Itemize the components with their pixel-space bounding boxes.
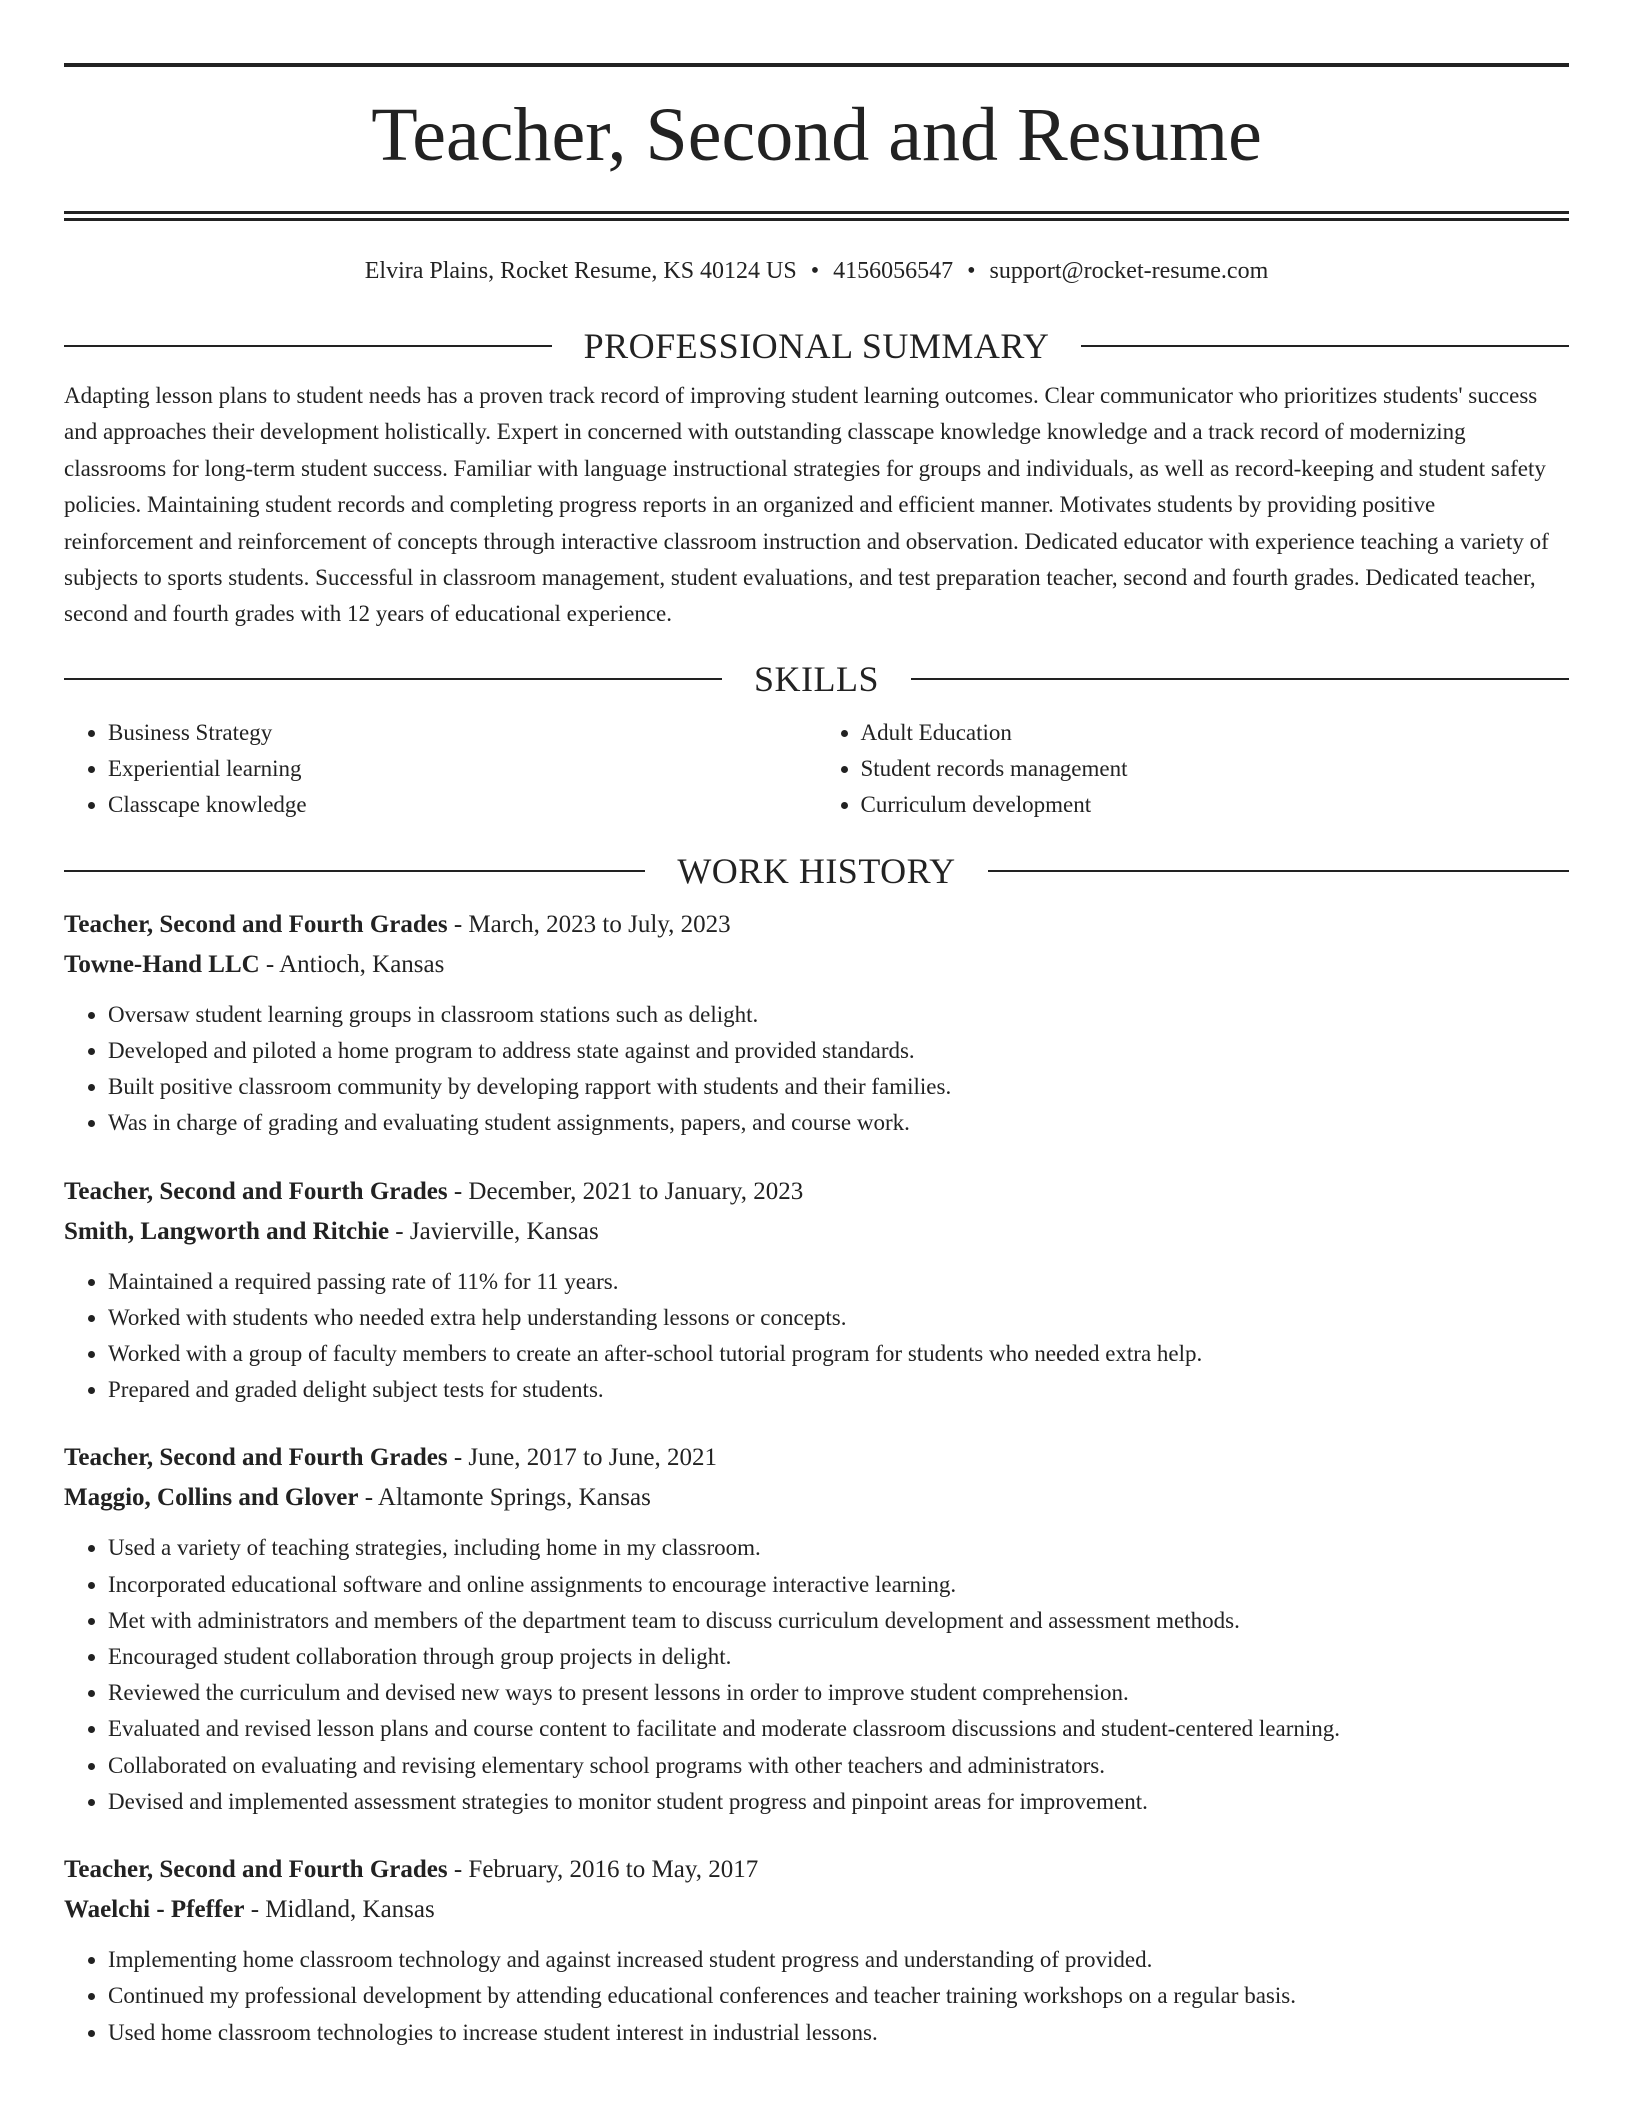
- skills-heading: [64, 657, 1569, 701]
- title-double-rule: [64, 211, 1569, 221]
- skills-column-right: [817, 715, 1570, 823]
- job-title-line: [64, 1438, 1569, 1478]
- summary-heading: [64, 324, 1569, 368]
- job-company: Maggio, Collins and Glover: [64, 1484, 359, 1512]
- skills-heading-text: SKILLS: [754, 658, 880, 699]
- heading-rule: [64, 345, 552, 347]
- job-company-line: [64, 945, 1569, 985]
- heading-rule: [1081, 345, 1569, 347]
- job-company-line: [64, 1890, 1569, 1930]
- heading-rule: [64, 678, 722, 680]
- job-company-line: [64, 1212, 1569, 1252]
- job-bullet: • Evaluated and revised lesson plans and course content to facilitate and moderate classroom discussions and student-centered learning.: [108, 1711, 1569, 1747]
- job-title-line: [64, 1850, 1569, 1890]
- job-bullet: • Used home classroom technologies to increase student interest in industrial lessons.: [108, 2015, 1569, 2051]
- summary-paragraph: Adapting lesson plans to student needs has a proven track record of improving student learning outcomes. Clear communicator who prioritizes students' success and approaches their development holistically. Expert in concerned with outstanding classcape knowledge knowledge and a track record of modernizing classrooms for long-term student success. Familiar with language instructional strategies for groups and individuals, as well as record-keeping and student safety policies. Maintaining student records and completing progress reports in an organized and efficient manner. Motivates students by providing positive reinforcement and reinforcement of concepts through interactive classroom instruction and observation. Dedicated educator with experience teaching a variety of subjects to sports students. Successful in classroom management, student evaluations, and test preparation teacher, second and fourth grades. Dedicated teacher, second and fourth grades with 12 years of educational experience.: [64, 383, 1549, 627]
- contact-phone: 4156056547: [833, 258, 954, 284]
- job-location: - Javierville, Kansas: [389, 1217, 599, 1245]
- job-bullet: • Worked with a group of faculty members to create an after-school tutorial program for students who needed extra help.: [108, 1336, 1569, 1372]
- job-title: Teacher, Second and Fourth Grades: [64, 1177, 448, 1205]
- job-entry: [64, 1850, 1569, 2051]
- job-title: Teacher, Second and Fourth Grades: [64, 1856, 448, 1884]
- skill-item: • Student records management: [861, 751, 1570, 787]
- job-bullet: • Was in charge of grading and evaluating student assignments, papers, and course work.: [108, 1105, 1569, 1141]
- job-dates: - February, 2016 to May, 2017: [447, 1856, 759, 1884]
- job-bullets: [64, 997, 1569, 1142]
- job-bullets: [64, 1264, 1569, 1409]
- job-location: - Antioch, Kansas: [259, 950, 445, 978]
- job-dates: - June, 2017 to June, 2021: [447, 1444, 718, 1472]
- skills-list: [64, 715, 1569, 823]
- job-dates: - December, 2021 to January, 2023: [447, 1177, 804, 1205]
- job-title-line: [64, 905, 1569, 945]
- job-company: Towne-Hand LLC: [64, 950, 260, 978]
- job-bullets: [64, 1942, 1569, 2051]
- contact-email: support@rocket-resume.com: [989, 258, 1269, 284]
- work-history-heading: [64, 849, 1569, 893]
- job-entry: [64, 905, 1569, 1142]
- contact-address: Elvira Plains, Rocket Resume, KS 40124 US: [364, 258, 797, 284]
- job-bullet: • Collaborated on evaluating and revising elementary school programs with other teachers and administrators.: [108, 1748, 1569, 1784]
- skills-column-left: [64, 715, 817, 823]
- skill-item: • Experiential learning: [108, 751, 817, 787]
- job-bullet: • Incorporated educational software and online assignments to encourage interactive learning.: [108, 1567, 1569, 1603]
- job-title-line: [64, 1172, 1569, 1212]
- contact-separator: •: [967, 258, 976, 284]
- skill-item: • Classcape knowledge: [108, 787, 817, 823]
- job-company-line: [64, 1478, 1569, 1518]
- contact-separator: •: [810, 258, 820, 284]
- job-bullet: • Prepared and graded delight subject tests for students.: [108, 1372, 1569, 1408]
- resume-page: [64, 0, 1569, 2051]
- heading-rule: [64, 870, 645, 872]
- heading-rule: [988, 870, 1569, 872]
- job-bullet: • Oversaw student learning groups in classroom stations such as delight.: [108, 997, 1569, 1033]
- skill-item: • Curriculum development: [861, 787, 1570, 823]
- job-bullet: • Encouraged student collaboration through group projects in delight.: [108, 1639, 1569, 1675]
- job-bullet: • Devised and implemented assessment strategies to monitor student progress and pinpoint areas for improvement.: [108, 1784, 1569, 1820]
- job-company: Smith, Langworth and Ritchie: [64, 1217, 390, 1245]
- job-entry: [64, 1172, 1569, 1409]
- job-bullet: • Used a variety of teaching strategies, including home in my classroom.: [108, 1530, 1569, 1566]
- skill-item: • Adult Education: [861, 715, 1570, 751]
- job-bullet: • Continued my professional development by attending educational conferences and teacher training workshops on a regular basis.: [108, 1978, 1569, 2014]
- skill-item: • Business Strategy: [108, 715, 817, 751]
- resume-title: Teacher, Second and Resume: [371, 93, 1262, 177]
- job-location: - Altamonte Springs, Kansas: [358, 1484, 651, 1512]
- heading-rule: [911, 678, 1569, 680]
- job-location: - Midland, Kansas: [244, 1896, 435, 1924]
- job-bullet: • Built positive classroom community by developing rapport with students and their families.: [108, 1069, 1569, 1105]
- work-history-heading-text: WORK HISTORY: [677, 850, 956, 891]
- job-bullets: [64, 1530, 1569, 1820]
- job-bullet: • Worked with students who needed extra help understanding lessons or concepts.: [108, 1300, 1569, 1336]
- job-bullet: • Maintained a required passing rate of 11% for 11 years.: [108, 1264, 1569, 1300]
- job-bullet: • Developed and piloted a home program to address state against and provided standards.: [108, 1033, 1569, 1069]
- summary-heading-text: PROFESSIONAL SUMMARY: [583, 326, 1050, 366]
- job-company: Waelchi - Pfeffer: [64, 1896, 245, 1924]
- job-entry: [64, 1438, 1569, 1820]
- contact-line: [64, 255, 1569, 287]
- job-bullet: • Reviewed the curriculum and devised new ways to present lessons in order to improve student comprehension.: [108, 1675, 1569, 1711]
- job-dates: - March, 2023 to July, 2023: [447, 910, 731, 938]
- job-title: Teacher, Second and Fourth Grades: [64, 1444, 448, 1472]
- job-title: Teacher, Second and Fourth Grades: [64, 910, 448, 938]
- job-bullet: • Implementing home classroom technology and against increased student progress and understanding of provided.: [108, 1942, 1569, 1978]
- top-rule: [64, 63, 1569, 67]
- job-bullet: • Met with administrators and members of the department team to discuss curriculum development and assessment methods.: [108, 1603, 1569, 1639]
